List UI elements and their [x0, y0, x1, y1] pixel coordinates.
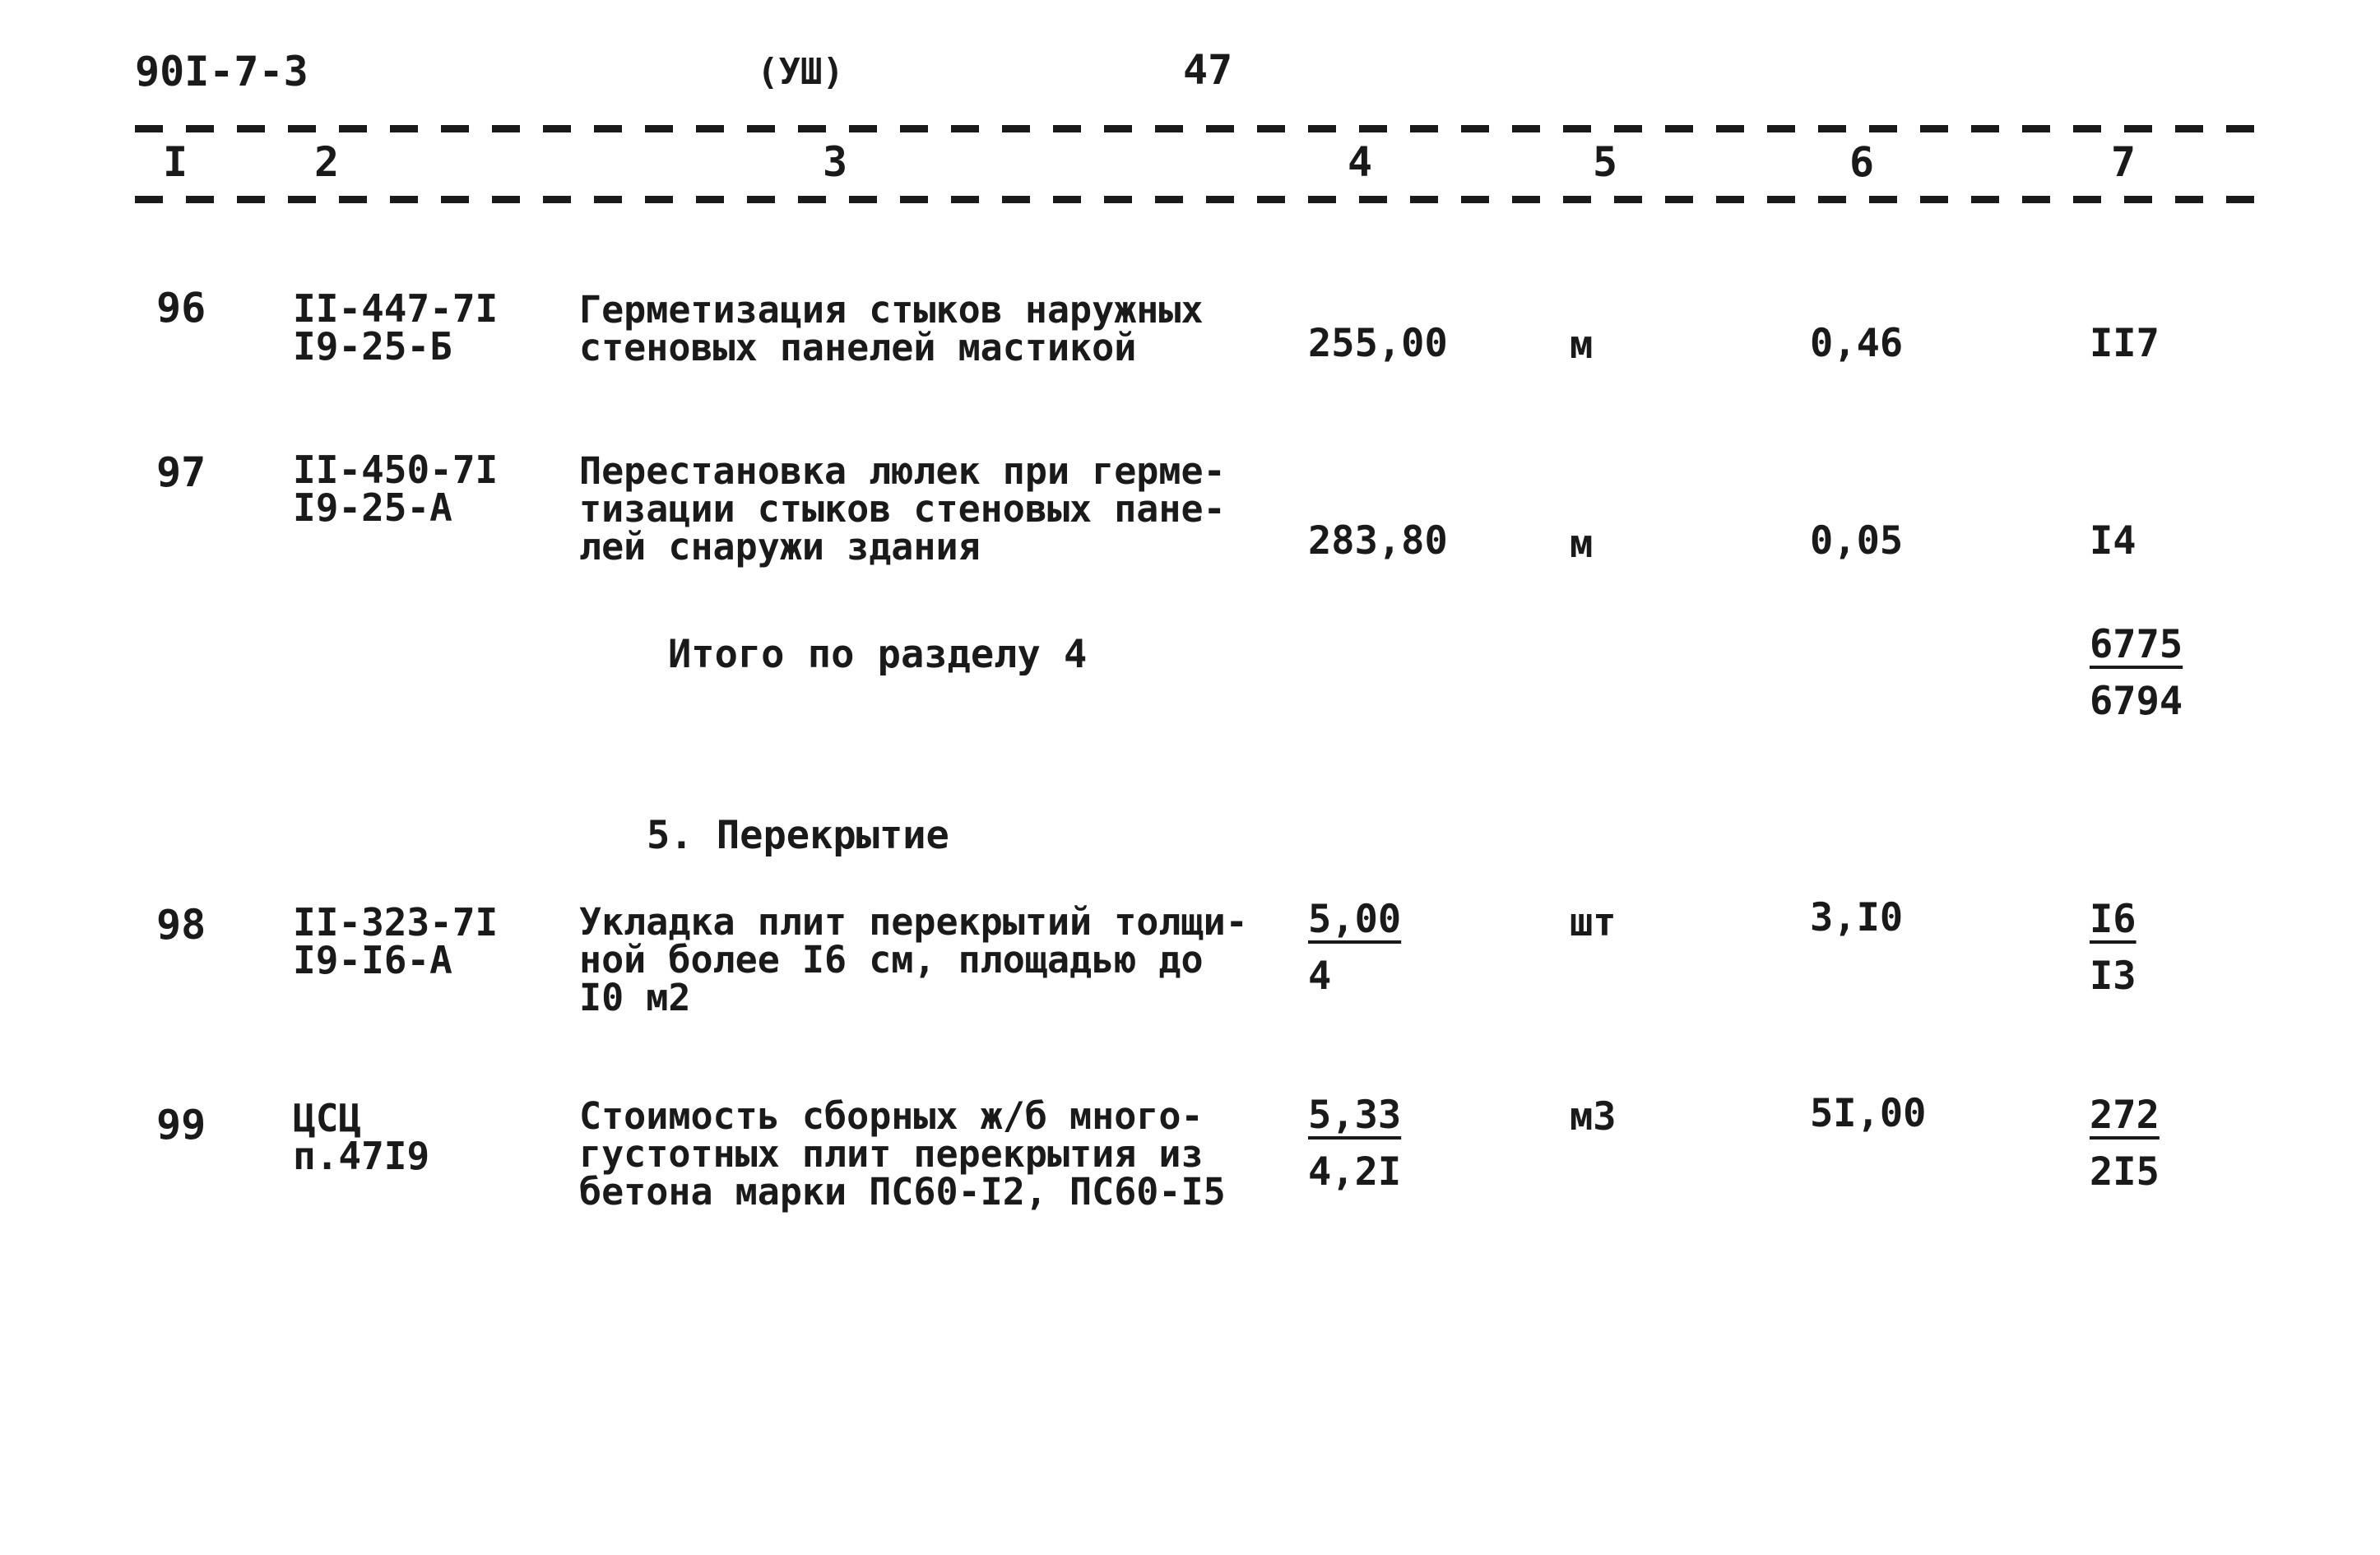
quantity: 283,80 — [1308, 518, 1448, 564]
column-header-4: 4 — [1348, 138, 1373, 186]
section-subtotal-label: Итого по разделу 4 — [668, 632, 1088, 677]
table-header-rule — [135, 196, 2257, 203]
rate-code-line: II-323-7I — [293, 900, 499, 945]
description-line: Укладка плит перекрытий толщи- — [579, 900, 1248, 944]
unit: шт — [1570, 900, 1617, 945]
rate-code-line: I9-25-Б — [293, 324, 452, 369]
rate-code-line: I9-I6-А — [293, 938, 452, 982]
subtotal-numerator: 6775 — [2090, 622, 2183, 667]
total-denominator: 2I5 — [2090, 1149, 2160, 1195]
document-code: 90I-7-3 — [135, 48, 309, 95]
unit-price: 5I,00 — [1810, 1091, 1927, 1136]
description-line: бетона марки ПС60-I2, ПС60-I5 — [579, 1170, 1226, 1214]
unit: м3 — [1570, 1094, 1617, 1140]
row-number: 97 — [156, 448, 206, 496]
column-header-3: 3 — [823, 138, 848, 186]
column-header-7: 7 — [2111, 138, 2136, 186]
description-line: Стоимость сборных ж/б много- — [579, 1094, 1204, 1138]
rate-code-line: п.47I9 — [293, 1134, 430, 1178]
total-cost — [2090, 1093, 2160, 1195]
quantity — [1308, 897, 1401, 999]
work-description — [579, 449, 1226, 569]
unit-price: 0,05 — [1810, 518, 1904, 564]
unit-price: 0,46 — [1810, 321, 1904, 366]
rate-code-line: II-450-7I — [293, 448, 499, 492]
rate-code-line: ЦСЦ — [293, 1096, 362, 1140]
section-heading: 5. Перекрытие — [647, 813, 949, 858]
description-line: Перестановка люлек при герме- — [579, 449, 1226, 493]
work-description — [579, 1094, 1226, 1214]
total-cost — [2090, 897, 2136, 999]
description-line: ной более I6 см, площадью до — [579, 938, 1204, 982]
rate-code-line: I9-25-А — [293, 485, 452, 530]
total-denominator: I3 — [2090, 954, 2136, 999]
rate-code — [293, 286, 499, 369]
rate-code — [293, 1096, 430, 1178]
quantity: 255,00 — [1308, 321, 1448, 366]
total-cost: I4 — [2090, 518, 2136, 564]
description-line: Герметизация стыков наружных — [579, 288, 1204, 332]
column-header-5: 5 — [1593, 138, 1618, 186]
unit-price: 3,I0 — [1810, 895, 1904, 940]
total-numerator: I6 — [2090, 897, 2136, 942]
total-cost: II7 — [2090, 321, 2160, 366]
volume-label: (УШ) — [757, 51, 844, 93]
description-line: стеновых панелей мастикой — [579, 326, 1137, 369]
work-description — [579, 900, 1248, 1019]
quantity-denominator: 4,2I — [1308, 1149, 1402, 1195]
quantity-numerator: 5,00 — [1308, 897, 1402, 942]
description-line: густотных плит перекрытия из — [579, 1132, 1204, 1176]
page-number: 47 — [1183, 46, 1233, 94]
work-description — [579, 288, 1204, 369]
section-subtotal-value — [2090, 622, 2183, 724]
quantity-denominator: 4 — [1308, 954, 1332, 999]
rate-code — [293, 900, 499, 982]
description-line: тизации стыков стеновых пане- — [579, 487, 1226, 531]
description-line: лей снаружи здания — [579, 525, 981, 569]
subtotal-denominator: 6794 — [2090, 679, 2183, 724]
row-number: 96 — [156, 284, 206, 332]
column-header-6: 6 — [1849, 138, 1875, 186]
description-line: I0 м2 — [579, 976, 691, 1019]
unit: м — [1570, 323, 1594, 368]
quantity-numerator: 5,33 — [1308, 1093, 1402, 1138]
total-numerator: 272 — [2090, 1093, 2160, 1138]
column-header-2: 2 — [314, 138, 340, 186]
quantity — [1308, 1093, 1401, 1195]
rate-code — [293, 448, 499, 530]
table-top-rule — [135, 125, 2257, 132]
row-number: 98 — [156, 901, 206, 949]
row-number: 99 — [156, 1101, 206, 1149]
rate-code-line: II-447-7I — [293, 286, 499, 331]
unit: м — [1570, 522, 1594, 567]
column-header-1: I — [163, 138, 188, 186]
